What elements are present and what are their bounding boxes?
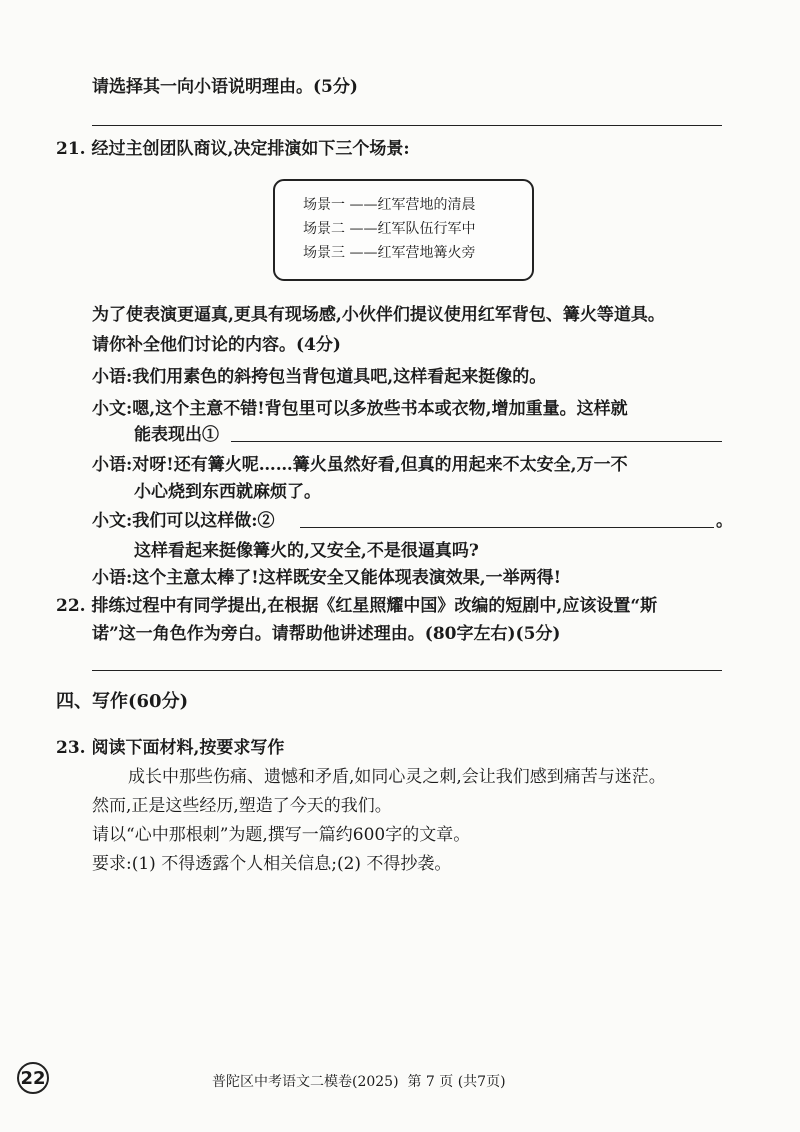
scene-list-box	[273, 179, 534, 281]
answer-blank-1[interactable]	[231, 441, 722, 442]
answer-blank-2[interactable]	[300, 527, 714, 528]
question-21-prompt-1: 为了使表演更逼真,更具有现场感,小伙伴们提议使用红军背包、篝火等道具。	[92, 305, 665, 325]
question-23-paragraph-2: 然而,正是这些经历,塑造了今天的我们。	[92, 796, 392, 816]
question-21-text: 21. 经过主创团队商议,决定排演如下三个场景:	[56, 139, 410, 159]
page-badge: 22	[17, 1062, 49, 1094]
answer-line-22	[92, 670, 722, 671]
answer-line-20	[92, 125, 722, 126]
dialog-line-4-end: 。	[716, 511, 733, 531]
dialog-line-1: 小语:我们用素色的斜挎包当背包道具吧,这样看起来挺像的。	[92, 367, 547, 387]
question-22-line-1: 22. 排练过程中有同学提出,在根据《红星照耀中国》改编的短剧中,应该设置“斯	[56, 596, 658, 616]
question-22-line-2: 诺”这一角色作为旁白。请帮助他讲述理由。(80字左右)(5分)	[92, 624, 561, 644]
dialog-line-2b: 能表现出①	[134, 425, 219, 445]
question-21-prompt-2: 请你补全他们讨论的内容。(4分)	[92, 335, 341, 355]
dialog-line-3a: 小语:对呀!还有篝火呢……篝火虽然好看,但真的用起来不太安全,万一不	[92, 455, 628, 475]
dialog-line-4a: 小文:我们可以这样做:②	[92, 511, 275, 531]
question-23-paragraph-3: 请以“心中那根刺”为题,撰写一篇约600字的文章。	[92, 825, 471, 845]
dialog-line-5: 小语:这个主意太棒了!这样既安全又能体现表演效果,一举两得!	[92, 568, 562, 588]
dialog-line-2a: 小文:嗯,这个主意不错!背包里可以多放些书本或衣物,增加重量。这样就	[92, 399, 628, 419]
question-23-title: 23. 阅读下面材料,按要求写作	[56, 738, 285, 758]
dialog-line-3b: 小心烧到东西就麻烦了。	[134, 482, 321, 502]
dialog-line-4b: 这样看起来挺像篝火的,又安全,不是很逼真吗?	[134, 541, 479, 561]
scene-item-1: 场景一 ——红军营地的清晨	[303, 197, 476, 213]
scene-item-2: 场景二 ——红军队伍行军中	[303, 221, 476, 237]
question-23-requirements: 要求:(1) 不得透露个人相关信息;(2) 不得抄袭。	[92, 854, 452, 874]
scene-item-3: 场景三 ——红军营地篝火旁	[303, 245, 476, 261]
question-20-instruction: 请选择其一向小语说明理由。(5分)	[92, 77, 358, 97]
page-footer: 普陀区中考语文二模卷(2025) 第 7 页 (共7页)	[212, 1074, 506, 1090]
section-4-heading: 四、写作(60分)	[56, 691, 189, 712]
question-23-paragraph-1: 成长中那些伤痛、遗憾和矛盾,如同心灵之刺,会让我们感到痛苦与迷茫。	[128, 767, 666, 787]
